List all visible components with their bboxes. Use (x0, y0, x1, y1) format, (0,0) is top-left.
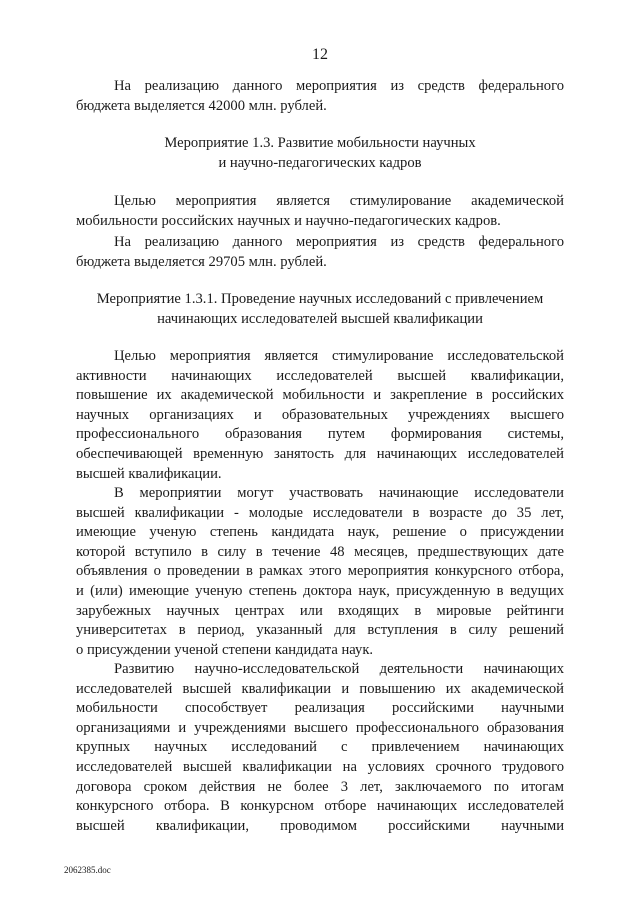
text-line: Целью мероприятия является стимулирование академической (114, 193, 564, 209)
text-line: университетах в период, указанный для вступления в силу решений (76, 622, 564, 639)
text-line: которой вступило в силу в течение 48 месяцев, предшествующих дате (76, 543, 564, 560)
text-line: объявления о проведении в рамках этого мероприятия конкурсного отбора, (76, 563, 564, 580)
text-line: организациями и учреждениями высшего профессионального образования (76, 719, 564, 736)
paragraph-funding-2 (76, 233, 564, 272)
text-line: Целью мероприятия является стимулирование исследовательской (114, 348, 564, 364)
heading-measure-1-3 (76, 134, 564, 173)
heading-line: Мероприятие 1.3. Развитие мобильности научных (164, 135, 476, 151)
heading-measure-1-3-1 (70, 290, 570, 329)
page-number: 12 (312, 46, 328, 63)
text-line: научных организациях и образовательных учреждениях высшего (76, 406, 564, 423)
text-line: и (или) имеющие ученую степень доктора наук, присужденную в ведущих (76, 582, 564, 599)
paragraph-funding-1 (76, 77, 564, 116)
paragraph-participants (76, 484, 564, 660)
text-line: конкурсного отбора. В конкурсном отборе начинающих исследователей (76, 798, 564, 815)
paragraph-goal-1-3 (76, 192, 564, 231)
text-line: исследователей высшей квалификации на условиях срочного трудового (76, 758, 564, 775)
text-line: повышение их академической мобильности и закрепление в российских (76, 387, 564, 404)
text-line: мобильности российских научных и научно-педагогических кадров. (76, 212, 501, 229)
text-line: высшей квалификации - молодые исследователи в возрасте до 35 лет, (76, 504, 564, 521)
text-line: В мероприятии могут участвовать начинающие исследователи (114, 485, 564, 501)
text-line: исследователей высшей квалификации и повышению их академической (76, 680, 564, 697)
paragraph-development (76, 660, 564, 836)
text-line: На реализацию данного мероприятия из средств федерального (114, 78, 564, 94)
text-line: зарубежных научных центрах или входящих в мировые рейтинги (76, 602, 564, 619)
text-line: имеющие ученую степень кандидата наук, решение о присуждении (76, 524, 564, 541)
text-line: мобильности способствует реализация российскими научными (76, 700, 564, 717)
text-line: договора сроком действия не более 3 лет, заключаемого по итогам (76, 778, 564, 795)
text-line: высшей квалификации, проводимом российскими научными (76, 817, 564, 834)
heading-line: и научно-педагогических кадров (218, 154, 422, 171)
text-line: активности начинающих исследователей высшей квалификации, (76, 367, 564, 384)
text-line: о присуждении ученой степени кандидата наук. (76, 641, 374, 658)
text-line: профессионального образования путем формирования системы, (76, 426, 564, 443)
text-line: бюджета выделяется 29705 млн. рублей. (76, 253, 327, 270)
heading-line: Мероприятие 1.3.1. Проведение научных исследований с привлечением (96, 291, 544, 307)
text-line: Развитию научно-исследовательской деятельности начинающих (114, 661, 564, 677)
heading-line: начинающих исследователей высшей квалификации (157, 310, 483, 327)
text-line: высшей квалификации. (76, 465, 222, 482)
text-line: обеспечивающей временную занятость для начинающих исследователей (76, 445, 564, 462)
text-line: бюджета выделяется 42000 млн. рублей. (76, 97, 327, 114)
text-line: На реализацию данного мероприятия из средств федерального (114, 234, 564, 250)
text-line: крупных научных исследований с привлечением начинающих (76, 739, 564, 756)
paragraph-goal-1-3-1 (76, 347, 564, 484)
footer-filename: 2062385.doc (64, 865, 111, 875)
